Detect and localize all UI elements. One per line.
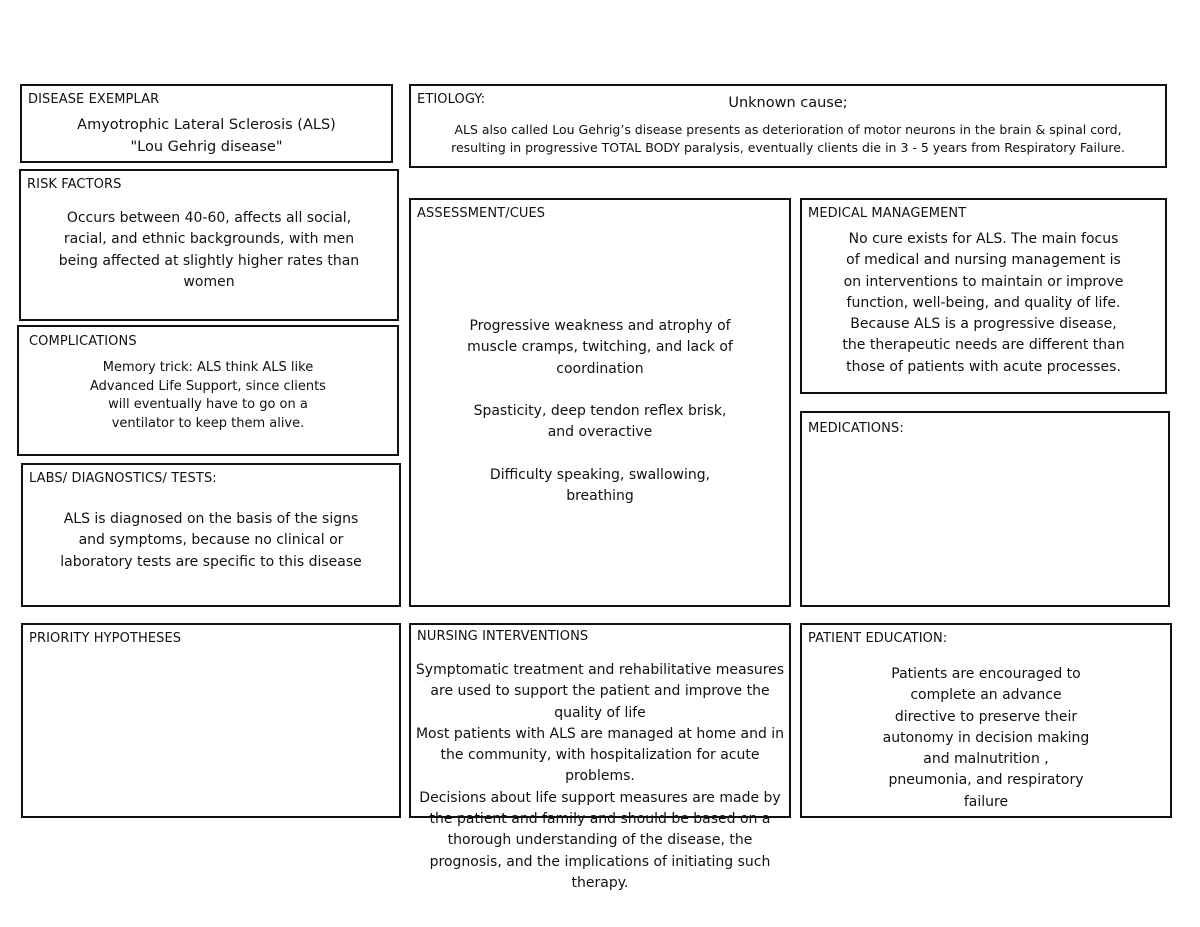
patient-education-text bbox=[802, 664, 1170, 813]
text-line: and malnutrition , bbox=[923, 751, 1049, 768]
text-line: Decisions about life support measures are made by bbox=[419, 789, 781, 806]
text-line: Progressive weakness and atrophy of bbox=[469, 318, 731, 334]
text-line: failure bbox=[963, 793, 1009, 810]
text-line: ALS is diagnosed on the basis of the signs bbox=[63, 511, 359, 527]
medical-management-header: MEDICAL MANAGEMENT bbox=[808, 206, 967, 221]
text-line: Occurs between 40-60, affects all social, bbox=[66, 210, 352, 226]
text-line: Most patients with ALS are managed at home and in bbox=[415, 725, 785, 742]
risk-factors-header: RISK FACTORS bbox=[27, 177, 122, 192]
text-line: and overactive bbox=[547, 424, 653, 441]
labs-header: LABS/ DIAGNOSTICS/ TESTS: bbox=[29, 471, 217, 486]
text-line: being affected at slightly higher rates than bbox=[58, 252, 360, 269]
text-line: breathing bbox=[566, 488, 634, 505]
text-line: of medical and nursing management is bbox=[846, 252, 1121, 269]
text-line: Because ALS is a progressive disease, bbox=[850, 316, 1117, 333]
disease-exemplar-box bbox=[20, 84, 393, 163]
text-line: the patient and family and should be based on a bbox=[429, 811, 771, 828]
patient-education-header: PATIENT EDUCATION: bbox=[808, 631, 948, 646]
text-line: Advanced Life Support, since clients bbox=[90, 378, 326, 394]
nursing-interventions-header: NURSING INTERVENTIONS bbox=[417, 629, 589, 644]
etiology-header: ETIOLOGY: bbox=[417, 92, 486, 107]
text-line: coordination bbox=[556, 360, 644, 377]
text-line: No cure exists for ALS. The main focus bbox=[848, 231, 1119, 247]
risk-factors-text bbox=[21, 208, 397, 293]
text-line: prognosis, and the implications of initiating such bbox=[429, 853, 771, 870]
text-line: therapy. bbox=[571, 874, 629, 891]
text-line: directive to preserve their bbox=[894, 708, 1078, 725]
text-line: "Lou Gehrig disease" bbox=[130, 139, 283, 155]
text-line: quality of life bbox=[554, 704, 646, 721]
text-line: resulting in progressive TOTAL BODY paralysis, eventually clients die in 3 - 5 years from Respiratory Failure. bbox=[451, 140, 1125, 155]
text-line: and symptoms, because no clinical or bbox=[78, 532, 344, 549]
text-line: the therapeutic needs are different than bbox=[842, 337, 1125, 354]
complications-text bbox=[19, 359, 397, 434]
risk-factors-box bbox=[19, 169, 399, 321]
text-line: are used to support the patient and improve the bbox=[430, 683, 770, 700]
etiology-box bbox=[409, 84, 1167, 168]
complications-header: COMPLICATIONS bbox=[29, 334, 137, 349]
disease-exemplar-text bbox=[22, 114, 391, 158]
text-line: thorough understanding of the disease, the bbox=[447, 832, 753, 849]
text-line: ALS also called Lou Gehrig’s disease presents as deterioration of motor neurons in the brain & spinal cord, bbox=[454, 122, 1122, 137]
nursing-interventions-text bbox=[409, 660, 791, 894]
text-line: laboratory tests are specific to this disease bbox=[60, 553, 362, 570]
complications-box bbox=[17, 325, 399, 456]
etiology-title: Unknown cause; bbox=[728, 95, 848, 111]
etiology-text bbox=[411, 121, 1165, 157]
text-line: Difficulty speaking, swallowing, bbox=[489, 467, 711, 484]
text-line: problems. bbox=[565, 768, 635, 785]
assessment-text bbox=[411, 316, 789, 508]
assessment-box bbox=[409, 198, 791, 607]
text-line: those of patients with acute processes. bbox=[846, 358, 1121, 375]
text-line: autonomy in decision making bbox=[882, 729, 1090, 746]
text-line: the community, with hospitalization for acute bbox=[440, 747, 760, 764]
text-line: pneumonia, and respiratory bbox=[888, 772, 1084, 789]
priority-hypotheses-header: PRIORITY HYPOTHESES bbox=[29, 631, 182, 646]
labs-text bbox=[23, 509, 399, 573]
text-line: on interventions to maintain or improve bbox=[843, 273, 1124, 290]
medications-header: MEDICATIONS: bbox=[808, 421, 904, 436]
text-line: ventilator to keep them alive. bbox=[111, 416, 305, 432]
text-line: complete an advance bbox=[910, 687, 1062, 704]
text-line: will eventually have to go on a bbox=[108, 397, 308, 413]
text-line: Patients are encouraged to bbox=[891, 666, 1081, 682]
text-line: Memory trick: ALS think ALS like bbox=[102, 360, 314, 375]
medications-box bbox=[800, 411, 1170, 607]
labs-box bbox=[21, 463, 401, 607]
disease-exemplar-header: DISEASE EXEMPLAR bbox=[28, 92, 160, 107]
patient-education-box bbox=[800, 623, 1172, 818]
text-line: Spasticity, deep tendon reflex brisk, bbox=[473, 403, 727, 420]
medical-management-box bbox=[800, 198, 1167, 394]
priority-hypotheses-box bbox=[21, 623, 401, 818]
medical-management-text bbox=[802, 229, 1165, 378]
text-line bbox=[411, 444, 789, 465]
text-line: Amyotrophic Lateral Sclerosis (ALS) bbox=[77, 117, 336, 133]
text-line: racial, and ethnic backgrounds, with men bbox=[63, 231, 355, 248]
text-line: women bbox=[183, 273, 235, 290]
text-line bbox=[411, 380, 789, 401]
text-line: muscle cramps, twitching, and lack of bbox=[467, 339, 733, 356]
assessment-header: ASSESSMENT/CUES bbox=[417, 206, 546, 221]
text-line: function, well-being, and quality of life. bbox=[846, 294, 1121, 311]
text-line: Symptomatic treatment and rehabilitative measures bbox=[415, 662, 785, 678]
